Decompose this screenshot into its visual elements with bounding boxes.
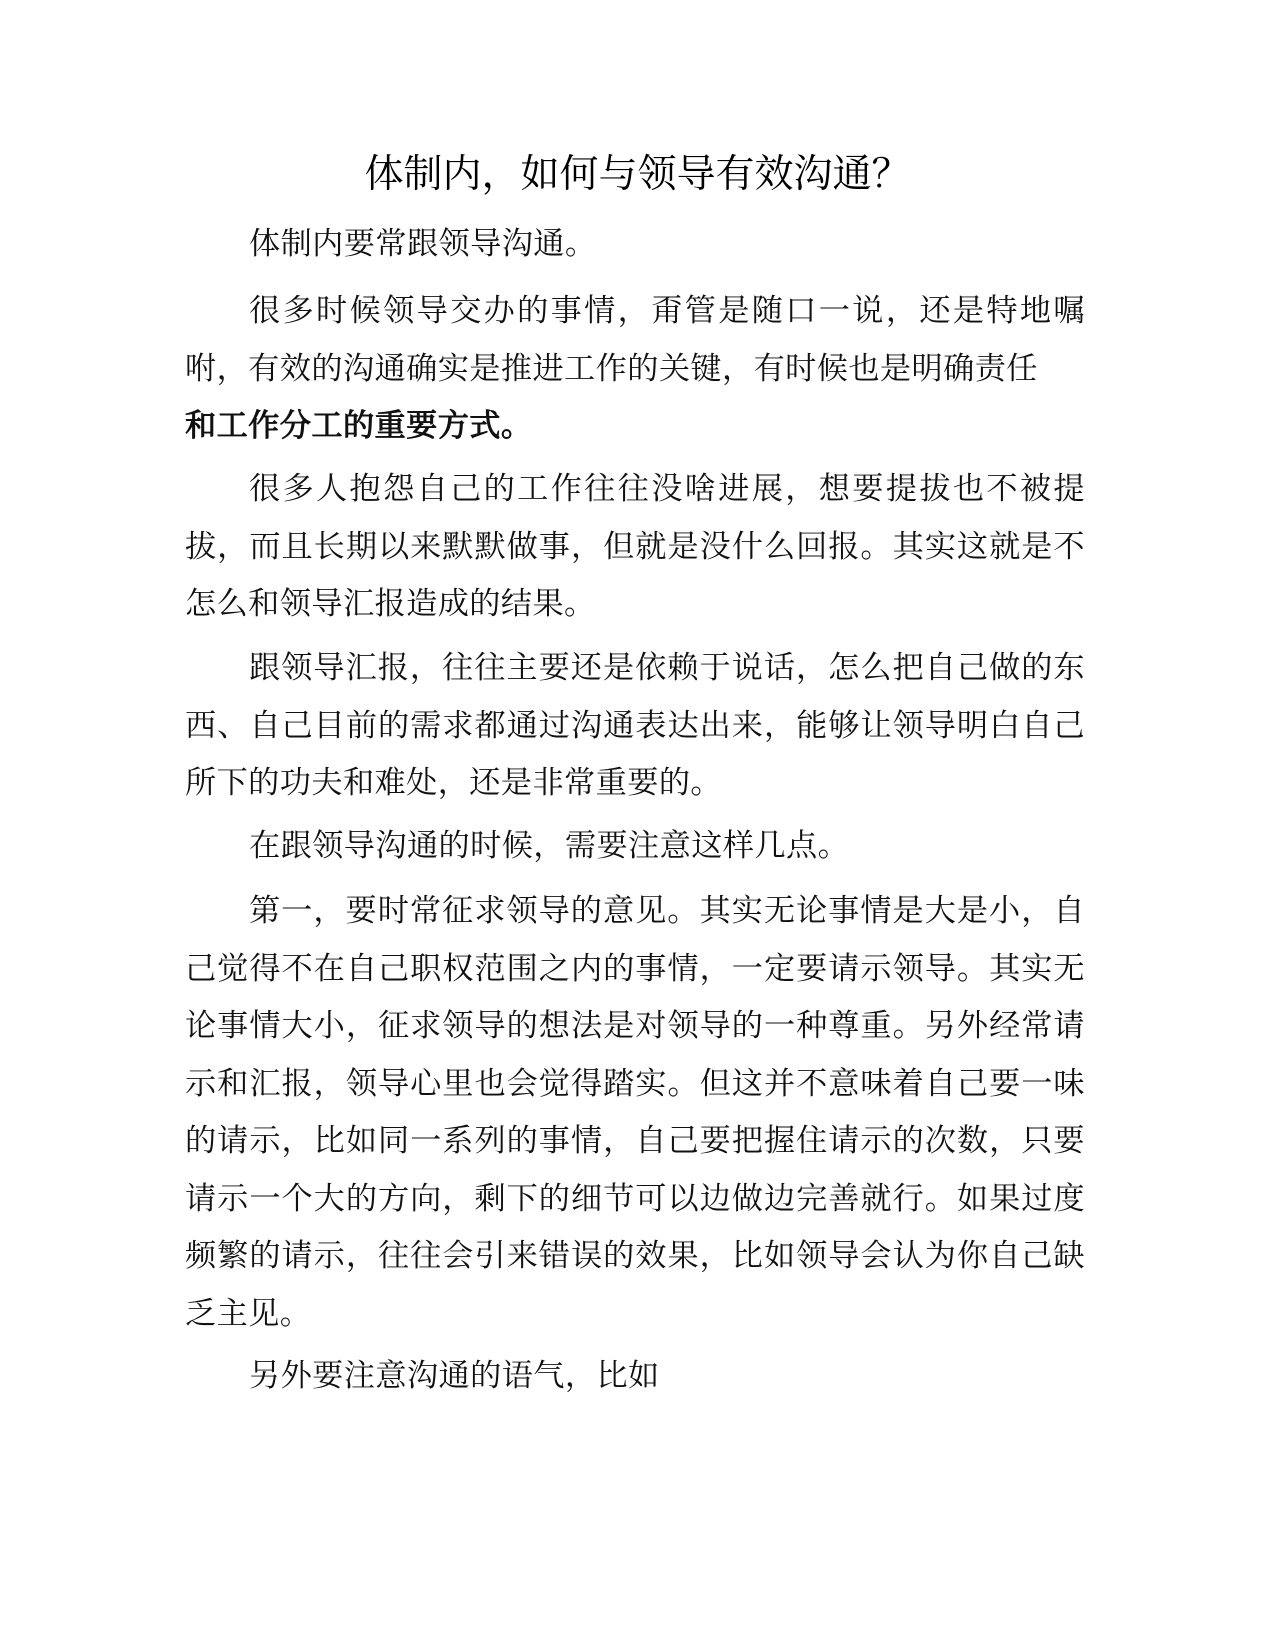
paragraph-2: 很多时候领导交办的事情，甭管是随口一说，还是特地嘱咐，有效的沟通确实是推进工作的关键，有时候也是明确责任 xyxy=(185,293,1085,387)
paragraph-4: 跟领导汇报，往往主要还是依赖于说话，怎么把自己做的东西、自己目前的需求都通过沟通表达出来，能够让领导明白自己所下的功夫和难处，还是非常重要的。 xyxy=(185,650,1085,801)
paragraph-3: 很多人抱怨自己的工作往往没啥进展，想要提拔也不被提拔，而且长期以来默默做事，但就是没什么回报。其实这就是不怎么和领导汇报造成的结果。 xyxy=(185,471,1085,622)
paragraph-2-continued: 和工作分工的重要方式。 xyxy=(185,408,533,444)
paragraph-1: 体制内要常跟领导沟通。 xyxy=(249,226,597,262)
paragraph-5: 在跟领导沟通的时候，需要注意这样几点。 xyxy=(249,828,850,864)
paragraph-6: 第一，要时常征求领导的意见。其实无论事情是大是小，自己觉得不在自己职权范围之内的事情，一定要请示领导。其实无论事情大小，征求领导的想法是对领导的一种尊重。另外经常请示和汇报，领导心里也会觉得踏实。但这并不意味着自己要一味的请示，比如同一系列的事情，自己要把握住请示的次数，只要请示一个大的方向，剩下的细节可以边做边完善就行。如果过度频繁的请示，往往会引来错误的效果，比如领导会认为你自己缺乏主见。 xyxy=(185,893,1085,1332)
paragraph-7: 另外要注意沟通的语气，比如 xyxy=(249,1358,660,1394)
document-title: 体制内，如何与领导有效沟通？ xyxy=(364,152,911,197)
